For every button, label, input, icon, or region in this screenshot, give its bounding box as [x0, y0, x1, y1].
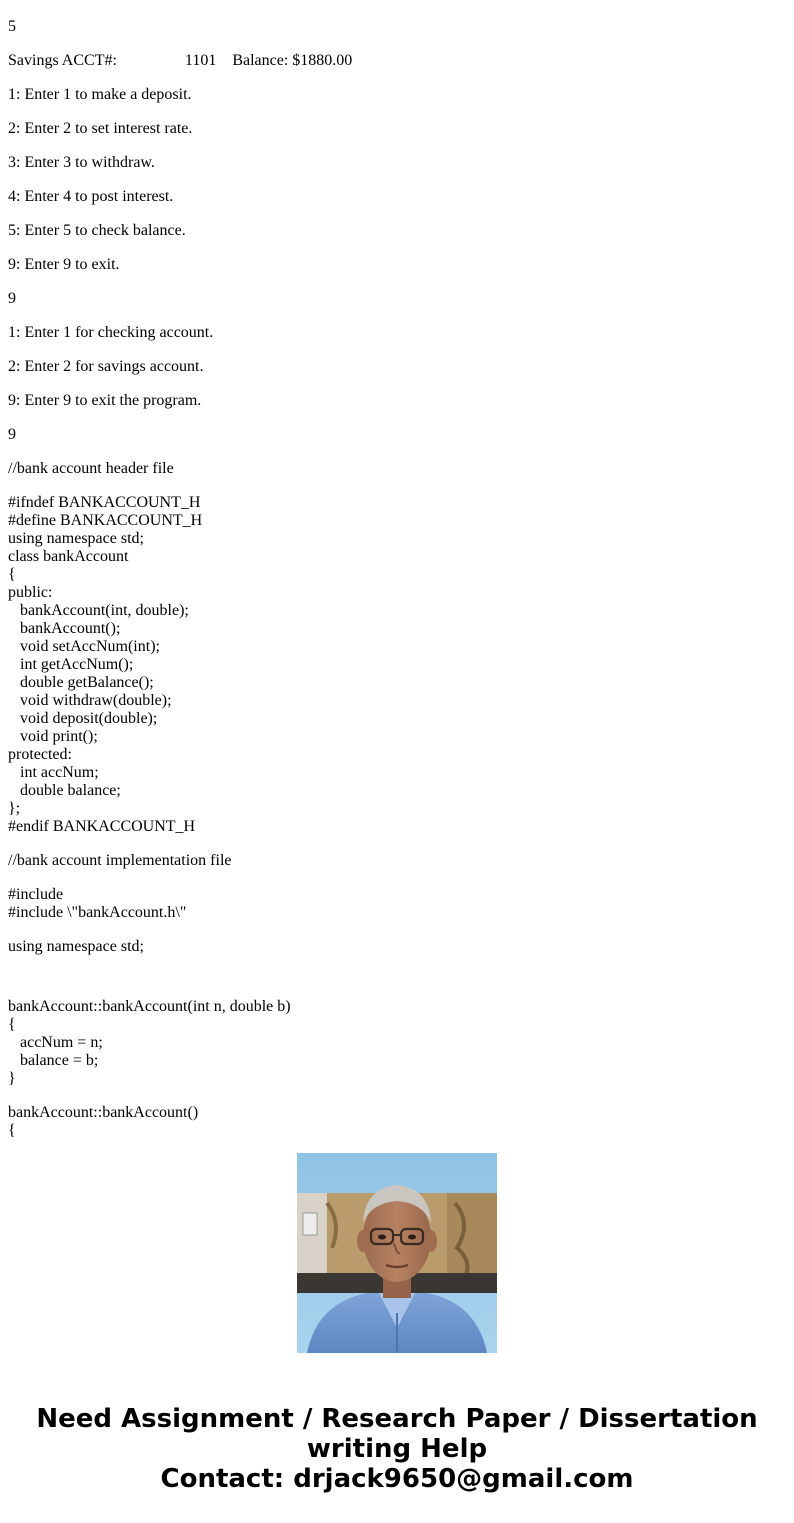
output-line: 4: Enter 4 to post interest. — [8, 188, 174, 205]
using-namespace-line: using namespace std; — [8, 938, 144, 955]
output-line: 5: Enter 5 to check balance. — [8, 222, 186, 239]
author-avatar — [297, 1153, 497, 1353]
output-line: 5 — [8, 18, 16, 35]
output-line: 9 — [8, 290, 16, 307]
header-code-block: #ifndef BANKACCOUNT_H #define BANKACCOUNT_H using namespace std; class bankAccount { public: bankAccount(int, double); bankAccount(); void setAccNum(int); int getAccNum(); double getBalance(); void withdraw(double); void deposit(double); void print(); protected: int accNum; double balance; }; #endif BANKACCOUNT_H — [8, 494, 203, 835]
output-line: 1: Enter 1 for checking account. — [8, 324, 214, 341]
output-line: Savings ACCT#: 1101 Balance: $1880.00 — [8, 52, 353, 69]
banner-headline: Need Assignment / Research Paper / Dissertation — [36, 1404, 758, 1434]
output-line: 2: Enter 2 for savings account. — [8, 358, 204, 375]
output-line: 9: Enter 9 to exit the program. — [8, 392, 202, 409]
banner-subline: writing Help — [306, 1434, 488, 1464]
cut-off-brace: { — [8, 1122, 16, 1139]
output-line: 9: Enter 9 to exit. — [8, 256, 120, 273]
author-photo-illustration — [297, 1153, 497, 1353]
includes-code-block: #include #include \"bankAccount.h\" — [8, 886, 187, 921]
banner-contact-email[interactable]: Contact: drjack9650@gmail.com — [160, 1464, 634, 1494]
output-line: 2: Enter 2 to set interest rate. — [8, 120, 193, 137]
output-line: 1: Enter 1 to make a deposit. — [8, 86, 192, 103]
implementation-comment: //bank account implementation file — [8, 852, 232, 869]
contact-banner — [0, 1404, 794, 1494]
output-line: 3: Enter 3 to withdraw. — [8, 154, 155, 171]
constructor-code-block: bankAccount::bankAccount(int n, double b) { accNum = n; balance = b; } — [8, 998, 291, 1087]
spacer — [8, 972, 786, 998]
document-content — [8, 18, 786, 1139]
default-constructor-line: bankAccount::bankAccount() — [8, 1104, 199, 1121]
header-file-comment: //bank account header file — [8, 460, 174, 477]
output-line: 9 — [8, 426, 16, 443]
